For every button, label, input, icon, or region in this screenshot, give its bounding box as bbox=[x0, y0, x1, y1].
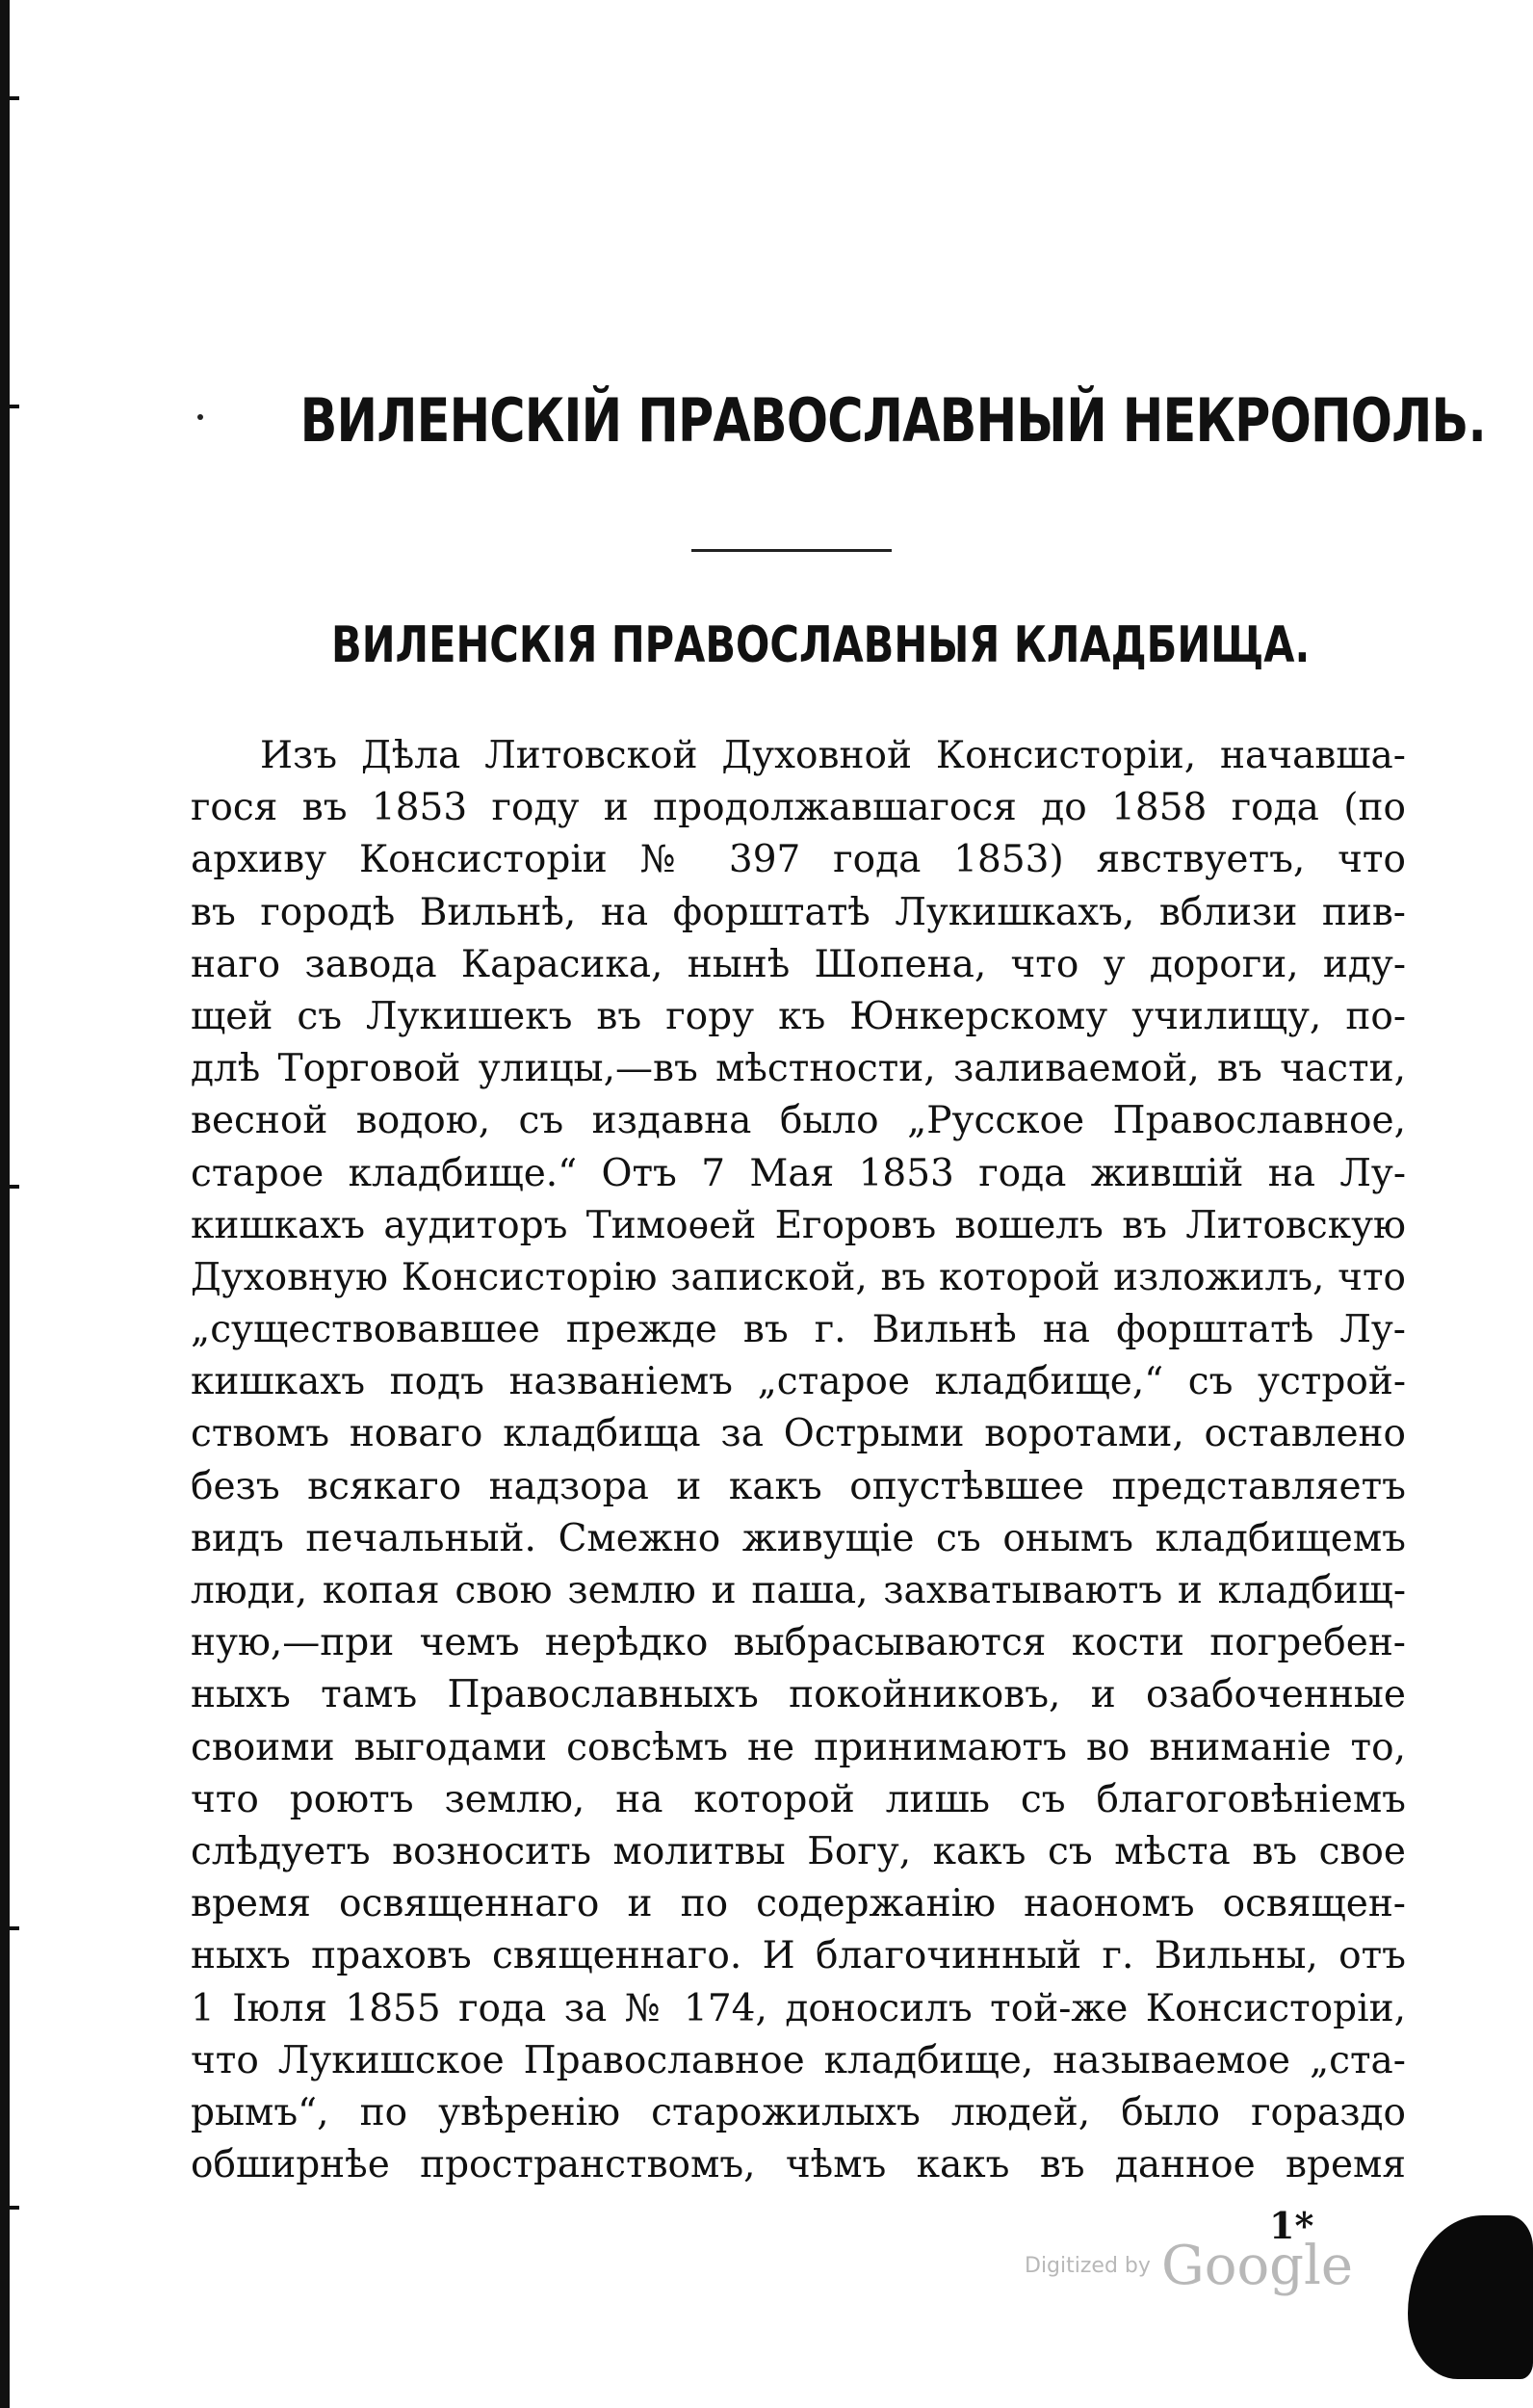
scan-edge-mark bbox=[6, 96, 19, 100]
text-line: 1 Іюля 1855 года за № 174, доносилъ той-же Консисторіи, bbox=[191, 1986, 1406, 2030]
text-line: Изъ Дѣла Литовской Духовной Консисторіи, начавша- bbox=[260, 734, 1406, 777]
page-number: 1* bbox=[1269, 2204, 1314, 2247]
text-line: своими выгодами совсѣмъ не принимаютъ во вниманіе то, bbox=[191, 1725, 1406, 1769]
text-line: старое кладбище.“ Отъ 7 Мая 1853 года жившій на Лу- bbox=[191, 1151, 1406, 1195]
text-line: что роютъ землю, на которой лишь съ благоговѣніемъ bbox=[191, 1777, 1406, 1821]
text-line: время освященнаго и по содержанію наономъ освящен- bbox=[191, 1882, 1406, 1926]
text-line: длѣ Торговой улицы,—въ мѣстности, заливаемой, въ части, bbox=[191, 1047, 1406, 1091]
text-line: что Лукишское Православное кладбище, называемое „ста- bbox=[191, 2038, 1406, 2082]
text-line: ныхъ праховъ священнаго. И благочинный г. Вильны, отъ bbox=[191, 1934, 1406, 1978]
text-line: кишкахъ аудиторъ Тимоѳей Егоровъ вошелъ въ Литовскую bbox=[191, 1203, 1406, 1247]
text-line: безъ всякаго надзора и какъ опустѣвшее представляетъ bbox=[191, 1464, 1406, 1508]
text-line: ствомъ новаго кладбища за Острыми воротами, оставлено bbox=[191, 1412, 1406, 1456]
text-line: ную,—при чемъ нерѣдко выбрасываются кости погребен- bbox=[191, 1621, 1406, 1665]
text-line: обширнѣе пространствомъ, чѣмъ какъ въ данное время bbox=[191, 2143, 1406, 2187]
text-line: слѣдуетъ возносить молитвы Богу, какъ съ мѣста въ свое bbox=[191, 1829, 1406, 1873]
scan-edge-mark bbox=[6, 1926, 19, 1930]
text-line: видъ печальный. Смежно живущіе съ онымъ кладбищемъ bbox=[191, 1516, 1406, 1560]
scan-corner-artifact bbox=[1408, 2215, 1533, 2379]
watermark-prefix: Digitized by bbox=[1025, 2254, 1151, 2278]
page-title: ВИЛЕНСКІЙ ПРАВОСЛАВНЫЙ НЕКРОПОЛЬ. bbox=[299, 385, 1486, 456]
body-text bbox=[191, 730, 1406, 2191]
text-line: ныхъ тамъ Православныхъ покойниковъ, и озабоченные bbox=[191, 1673, 1406, 1717]
text-line: Духовную Консисторію запиской, въ которой изложилъ, что bbox=[191, 1255, 1406, 1299]
text-line: весной водою, съ издавна было „Русское Православное, bbox=[191, 1099, 1406, 1143]
text-line: „существовавшее прежде въ г. Вильнѣ на форштатѣ Лу- bbox=[191, 1308, 1406, 1352]
title-dot bbox=[197, 414, 203, 420]
scan-edge bbox=[0, 0, 10, 2408]
text-line: люди, копая свою землю и паша, захватываютъ и кладбищ- bbox=[191, 1569, 1406, 1612]
text-line: въ городѣ Вильнѣ, на форштатѣ Лукишкахъ, вблизи пив- bbox=[191, 890, 1406, 934]
text-line: архиву Консисторіи № 397 года 1853) явствуетъ, что bbox=[191, 838, 1406, 882]
scan-edge-mark bbox=[6, 2206, 19, 2210]
text-line: гося въ 1853 году и продолжавшагося до 1858 года (по bbox=[191, 786, 1406, 830]
text-line: щей съ Лукишекъ въ гору къ Юнкерскому училищу, по- bbox=[191, 994, 1406, 1038]
text-line: рымъ“, по увѣренію старожилыхъ людей, было гораздо bbox=[191, 2090, 1406, 2134]
scan-edge-mark bbox=[6, 1185, 19, 1189]
text-line: наго завода Карасика, нынѣ Шопена, что у дороги, иду- bbox=[191, 942, 1406, 986]
text-line: кишкахъ подъ названіемъ „старое кладбище,“ съ устрой- bbox=[191, 1360, 1406, 1404]
watermark-brand: Google bbox=[1161, 2235, 1354, 2297]
section-title: ВИЛЕНСКІЯ ПРАВОСЛАВНЫЯ КЛАДБИЩА. bbox=[331, 616, 1311, 674]
scan-edge-mark bbox=[6, 405, 19, 408]
title-divider bbox=[691, 549, 892, 552]
digitized-watermark bbox=[1025, 2235, 1353, 2297]
